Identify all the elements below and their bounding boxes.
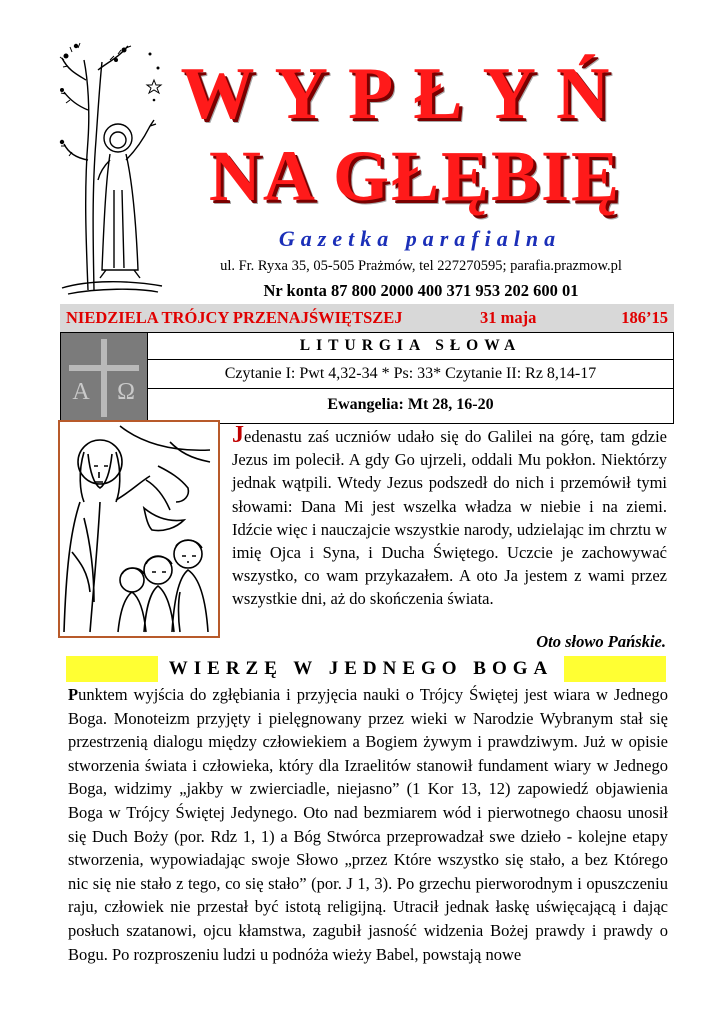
gospel-dropcap: J: [232, 422, 244, 448]
liturgy-box: [60, 332, 674, 424]
alpha-omega-cross-icon: [61, 333, 148, 423]
sunday-name: NIEDZIELA TRÓJCY PRZENAJŚWIĘTSZEJ: [66, 308, 403, 327]
parish-address: ul. Fr. Ryxa 35, 05-505 Prażmów, tel 227270595; parafia.prazmow.pl: [220, 258, 622, 274]
masthead-subtitle: Gazetka parafialna: [278, 226, 562, 251]
svg-text:Ω: Ω: [117, 379, 135, 405]
jesus-with-disciples-icon: [58, 420, 220, 638]
creed-lead-letter: P: [68, 685, 79, 704]
creed-article: [68, 683, 668, 966]
saint-francis-tree-icon: [58, 40, 166, 296]
creed-heading-bar: [66, 656, 666, 682]
masthead-title-line1: WYPŁYŃ: [180, 53, 630, 135]
gospel-closing: Oto słowo Pańskie.: [536, 632, 666, 651]
sunday-bar: [60, 304, 674, 332]
liturgy-gospel: Ewangelia: Mt 28, 16-20: [327, 396, 494, 413]
gospel-passage: [232, 424, 667, 611]
svg-text:Α: Α: [72, 379, 90, 405]
issue-number: 186’15: [621, 308, 668, 327]
creed-heading: WIERZĘ W JEDNEGO BOGA: [158, 656, 564, 682]
bank-account: Nr konta 87 800 2000 400 371 953 202 600 01: [263, 281, 579, 300]
liturgy-readings: Czytanie I: Pwt 4,32-34 * Ps: 33* Czytanie II: Rz 8,14-17: [148, 360, 673, 389]
liturgy-title: LITURGIA SŁOWA: [148, 333, 673, 360]
gospel-passage-text: edenastu zaś uczniów udało się do Galilei na górę, tam gdzie Jezus im polecił. A gdy Go ujrzeli, oddali Mu pokłon. Niektórzy jednak wątpili. Wtedy Jezus podszedł do nich i przemówił tymi słowami: Dana Mi jest wszelka władza w niebie i na ziemi. Idźcie więc i nauczajcie wszystkie narody, udzielając im chrztu w imię Ojca i Syna, i Ducha Świętego. Uczcie je zachowywać wszystko, co wam przykazałem. A oto Ja jestem z wami przez wszystkie dni, aż do skończenia świata.: [232, 427, 667, 609]
creed-article-text: unktem wyjścia do zgłębiania i przyjęcia nauki o Trójcy Świętej jest wiara w Jednego Boga. Monoteizm przyjęty i pielęgnowany przez wieki w Narodzie Wybranym stał się przestrzenią dialogu między człowiekiem a Bogiem żywym i prawdziwym. Już w opisie stworzenia świata i człowieka, który dla Izraelitów stanowił fundament wiary w Jednego Boga, widzimy „jakby w zwierciadle, niejasno” (1 Kor 13, 12) zapowiedź objawienia Boga w Trójcy Świętej Jedynego. Oto nad bezmiarem wód i pierwotnego chaosu unosił się Duch Boży (por. Rdz 1, 1) a Bóg Stwórca przeprowadzał swe dzieło - kolejne etapy stworzenia, wypowiadając swoje Słowo „przez Które wszystko się stało, a bez Którego nic się nie stało z tego, co się stało” (por. J 1, 3). Po grzechu pierworodnym i opuszczeniu raju, człowiek nie przestał być istotą religijną. Utracił jednak łaskę uświęcającą i dając posłuch szatanowi, ojcu kłamstwa, zagubił jasność widzenia Bożej prawdy i prawdy o Bogu. Po rozproszeniu ludzi u podnóża wieży Babel, powstają nowe: [68, 685, 668, 964]
sunday-date: 31 maja: [480, 308, 537, 327]
masthead-title-line2: NA GŁĘBIĘ: [208, 136, 622, 216]
